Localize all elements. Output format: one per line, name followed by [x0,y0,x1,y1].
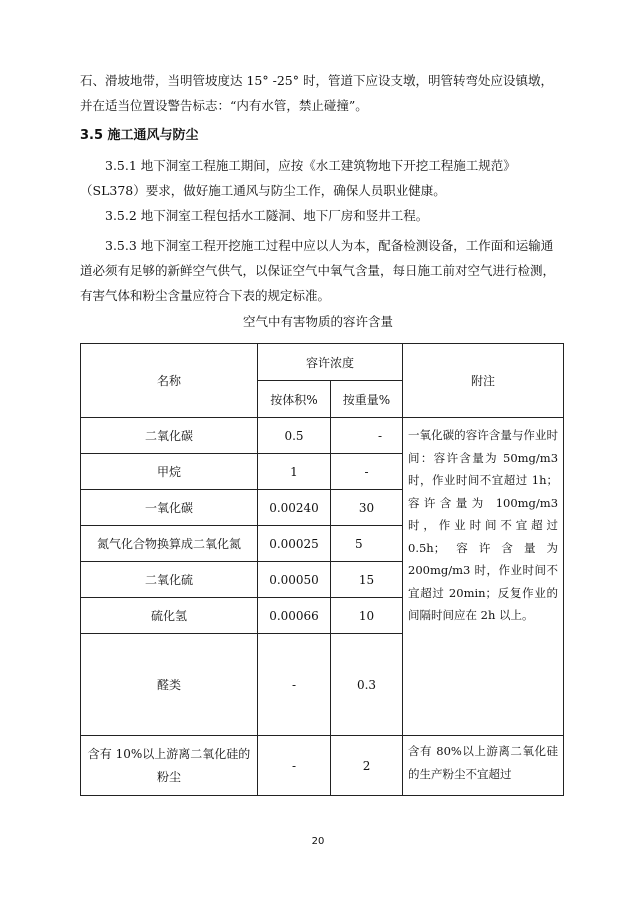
note-silica-dust: 含有 80%以上游离二氧化硅的生产粉尘不宜超过 [403,736,564,796]
cell-weight: 2 [331,736,403,796]
cell-name: 一氧化碳 [81,490,258,526]
cell-volume: 0.00240 [258,490,331,526]
header-by-weight: 按重量% [331,381,403,418]
cell-name: 硫化氢 [81,598,258,634]
cell-name: 甲烷 [81,454,258,490]
cell-weight: 30 [331,490,403,526]
cell-weight: 15 [331,562,403,598]
cell-name: 醛类 [81,634,258,736]
table-row [81,418,564,454]
cell-volume: - [258,634,331,736]
header-by-volume: 按体积% [258,381,331,418]
cell-volume: 0.00066 [258,598,331,634]
table-caption: 空气中有害物质的容许含量 [242,314,393,329]
cell-volume: 0.5 [258,418,331,454]
cell-volume: 0.00050 [258,562,331,598]
cell-name: 二氧化硫 [81,562,258,598]
cell-volume: 1 [258,454,331,490]
cell-weight: 10 [331,598,403,634]
cell-weight: - [331,418,403,454]
header-concentration: 容许浓度 [258,344,403,381]
paragraph-3-5-2: 3.5.2 地下洞室工程包括水工隧洞、地下厂房和竖井工程。 [105,208,429,223]
paragraph-3-5-3: 3.5.3 地下洞室工程开挖施工过程中应以人为本，配备检测设备，工作面和运输通道必须有足够的新鲜空气供气，以保证空气中氧气含量，每日施工前对空气进行检测，有害气体和粉尘含量应符合下表的规定标准。 [80,238,556,303]
cell-name: 氮气化合物换算成二氧化氮 [81,526,258,562]
harmful-substances-table [80,343,564,796]
table-row [81,736,564,796]
section-heading: 3.5 施工通风与防尘 [80,128,199,143]
cell-volume: 0.00025 [258,526,331,562]
paragraph-continued: 石、滑坡地带，当明管坡度达 15° -25° 时，管道下应设支墩，明管转弯处应设镇墩，并在适当位置设警告标志：“内有水管，禁止碰撞”。 [80,73,553,113]
cell-weight: - [331,454,403,490]
header-name: 名称 [81,344,258,418]
page-number: 20 [311,836,325,847]
cell-name: 二氧化碳 [81,418,258,454]
cell-weight: 0.3 [331,634,403,736]
cell-weight: 5 [331,526,403,562]
note-carbon-monoxide: 一氧化碳的容许含量与作业时间：容许含量为 50mg/m3 时，作业时间不宜超过 1h；容许含量为 100mg/m3 时，作业时间不宜超过 0.5h；容许含量为 200mg/m3 时，作业时间不宜超过 20min；反复作业的间隔时间应在 2h 以上。 [403,418,564,736]
cell-volume: - [258,736,331,796]
paragraph-3-5-1: 3.5.1 地下洞室工程施工期间，应按《水工建筑物地下开挖工程施工规范》（SL378）要求，做好施工通风与防尘工作，确保人员职业健康。 [80,158,516,198]
header-note: 附注 [403,344,564,418]
cell-name: 含有 10%以上游离二氧化硅的粉尘 [81,736,258,796]
